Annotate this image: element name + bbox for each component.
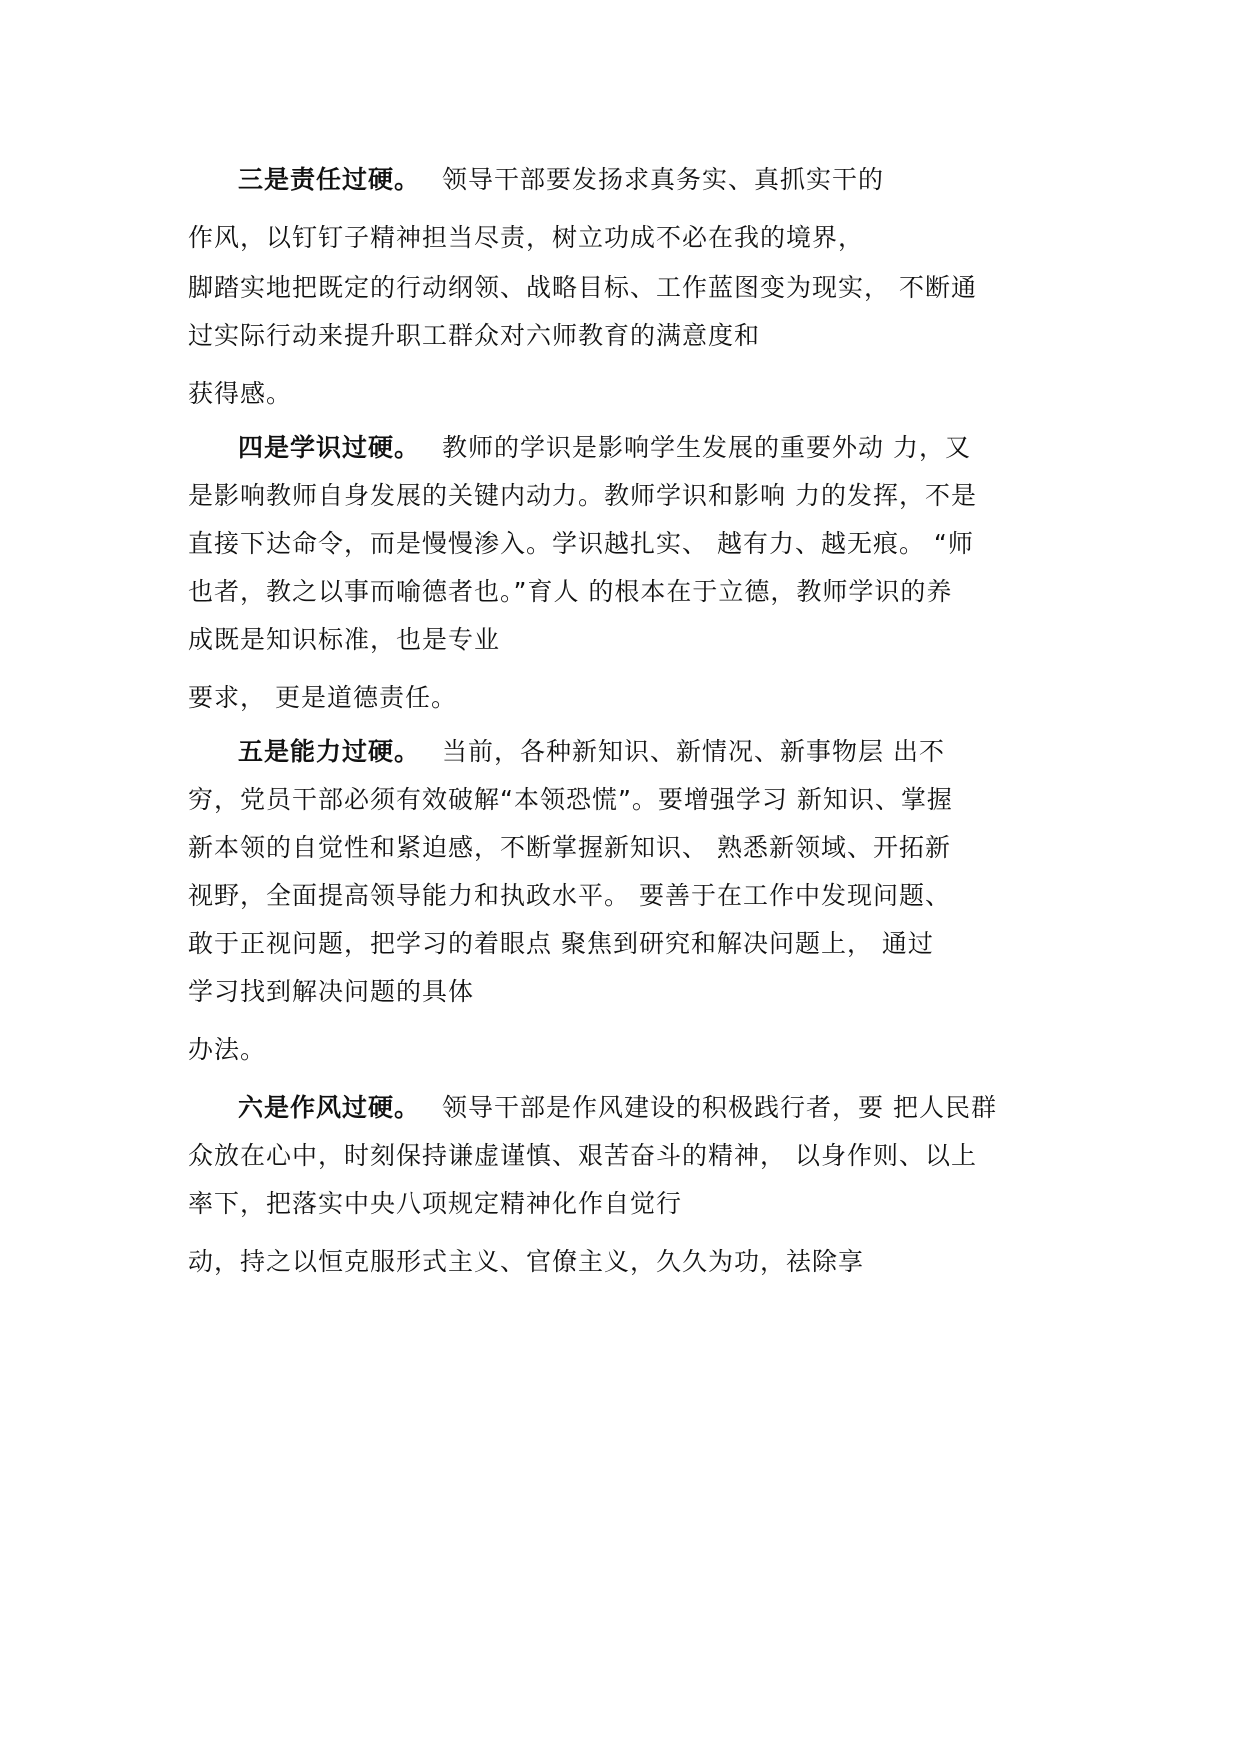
line-15: [188, 880, 951, 912]
line-14: [188, 832, 951, 864]
line-text: 脚踏实地把既定的行动纲领、战略目标、工作蓝图变为现实， 不断通: [188, 273, 977, 302]
line-9: [188, 576, 952, 608]
line-3: [188, 272, 977, 304]
line-text: 成既是知识标准，也是专业: [188, 625, 501, 654]
section-heading-5: 五是能力过硬。: [238, 737, 421, 766]
line-text: 直接下达命令，而是慢慢渗入。学识越扎实、 越有力、越无痕。 “师: [188, 529, 974, 558]
line-text: 众放在心中，时刻保持谦虚谨慎、艰苦奋斗的精神， 以身作则、以上: [188, 1141, 977, 1170]
line-text: 穷，党员干部必须有效破解“本领恐慌”。要增强学习 新知识、掌握: [188, 785, 953, 814]
line-text: 办法。: [188, 1035, 267, 1064]
line-17: [188, 976, 474, 1008]
line-text: 作风，以钉钉子精神担当尽责，树立功成不必在我的境界，: [188, 223, 865, 252]
line-6: [238, 432, 971, 464]
line-text: 当前，各种新知识、新情况、新事物层 出不: [442, 737, 945, 766]
line-7: [188, 480, 977, 512]
line-21: [188, 1188, 682, 1220]
line-2: [188, 222, 864, 254]
line-8: [188, 528, 974, 560]
line-text: 也者，教之以事而喻德者也。”育人 的根本在于立德，教师学识的养: [188, 577, 953, 606]
line-22: [188, 1246, 864, 1278]
line-18: [188, 1034, 266, 1066]
line-text: 过实际行动来提升职工群众对六师教育的满意度和: [188, 321, 761, 350]
line-text: 要求， 更是道德责任。: [188, 683, 457, 712]
line-text: 学习找到解决问题的具体: [188, 977, 475, 1006]
line-text: 教师的学识是影响学生发展的重要外动 力，又: [442, 433, 971, 462]
line-text: 视野，全面提高领导能力和执政水平。 要善于在工作中发现问题、: [188, 881, 951, 910]
line-text: 动，持之以恒克服形式主义、官僚主义，久久为功，祛除享: [188, 1247, 865, 1276]
line-text: 获得感。: [188, 379, 293, 408]
line-13: [188, 784, 953, 816]
line-20: [188, 1140, 977, 1172]
line-16: [188, 928, 934, 960]
line-19: [238, 1092, 997, 1124]
line-text: 敢于正视问题，把学习的着眼点 聚焦到研究和解决问题上， 通过: [188, 929, 934, 958]
line-12: [238, 736, 945, 768]
line-4: [188, 320, 760, 352]
section-heading-4: 四是学识过硬。: [238, 433, 421, 462]
section-heading-3: 三是责任过硬。: [238, 165, 421, 194]
line-text: 是影响教师自身发展的关键内动力。教师学识和影响 力的发挥，不是: [188, 481, 977, 510]
section-heading-6: 六是作风过硬。: [238, 1093, 421, 1122]
line-text: 领导干部是作风建设的积极践行者，要 把人民群: [442, 1093, 997, 1122]
line-text: 率下，把落实中央八项规定精神化作自觉行: [188, 1189, 683, 1218]
line-text: 新本领的自觉性和紧迫感，不断掌握新知识、 熟悉新领域、开拓新: [188, 833, 951, 862]
line-text: 领导干部要发扬求真务实、真抓实干的: [442, 165, 885, 194]
line-1: [238, 164, 884, 196]
line-11: [188, 682, 457, 714]
line-5: [188, 378, 292, 410]
line-10: [188, 624, 500, 656]
